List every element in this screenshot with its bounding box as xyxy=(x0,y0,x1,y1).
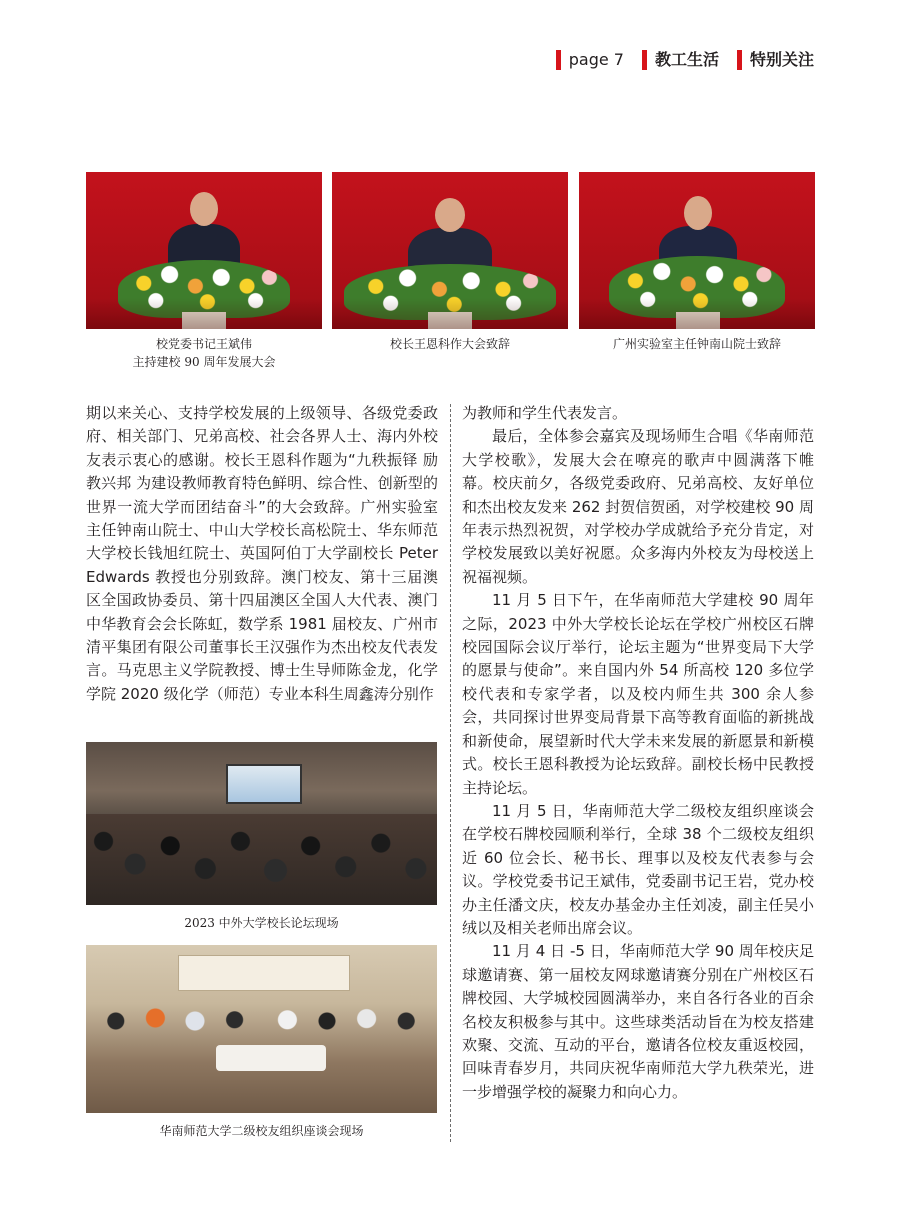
header-accent-bar xyxy=(556,50,561,70)
conference-table xyxy=(216,1045,326,1071)
photo-alumni-meeting xyxy=(86,945,437,1113)
header-accent-bar xyxy=(737,50,742,70)
section-label-2: 特别关注 xyxy=(749,50,814,69)
paragraph: 为教师和学生代表发言。 xyxy=(462,404,628,422)
right-column xyxy=(462,402,814,1104)
photo-caption xyxy=(86,914,437,932)
header-section-2[interactable] xyxy=(737,50,814,70)
photo-caption xyxy=(86,335,322,371)
page-header xyxy=(538,48,814,72)
paragraph: 11 月 5 日，华南师范大学二级校友组织座谈会在学校石牌校园顺利举行，全球 38 个二级校友组织近 60 位会长、秘书长、理事以及校友代表参与会议。学校党委书记王斌伟，党委副书记王岩，党办校办主任潘文庆，校友办基金办主任刘凌，副主任吴小绒以及相关老师出席会议。 xyxy=(462,801,814,937)
photo-forum xyxy=(86,742,437,905)
speaker-head xyxy=(435,198,465,232)
header-accent-bar xyxy=(642,50,647,70)
paragraph: 最后，全体参会嘉宾及现场师生合唱《华南师范大学校歌》，发展大会在嘹亮的歌声中圆满落下帷幕。校庆前夕，各级党委政府、兄弟高校、友好单位和杰出校友发来 262 封贺信贺函，对学校建校 90 周年表示热烈祝贺，对学校办学成就给予充分肯定，对学校发展致以美好祝愿。众多海内外校友为母校送上祝福视频。 xyxy=(462,427,814,586)
photo-party-secretary xyxy=(86,172,322,329)
flower-arrangement xyxy=(118,260,290,318)
photo-president xyxy=(332,172,568,329)
flower-arrangement xyxy=(344,264,556,320)
caption-line: 主持建校 90 周年发展大会 xyxy=(132,355,276,369)
podium xyxy=(182,312,226,329)
header-page xyxy=(556,50,624,70)
flower-arrangement xyxy=(609,256,785,318)
paragraph: 期以来关心、支持学校发展的上级领导、各级党委政府、相关部门、兄弟高校、社会各界人士、海内外校友表示衷心的感谢。校长王恩科作题为“九秩振铎 励教兴邦 为建设教师教育特色鲜明、综合性、创新型的世界一流大学而团结奋斗”的大会致辞。广州实验室主任钟南山院士、中山大学校长高松院士、华东师范大学校长钱旭红院士、英国阿伯丁大学副校长 Peter Edwards 教授也分别致辞。澳门校友、第十三届澳区全国政协委员、第十四届澳区全国人大代表、澳门中华教育会会长陈虹，数学系 1981 届校友、广州市清平集团有限公司董事长王汉强作为杰出校友代表发言。马克思主义学院教授、博士生导师陈金龙，化学学院 2020 级化学（师范）专业本科生周鑫涛分别作 xyxy=(86,404,438,703)
caption-line: 2023 中外大学校长论坛现场 xyxy=(184,916,339,930)
audience xyxy=(86,814,437,905)
photo-caption xyxy=(579,335,815,353)
podium xyxy=(428,312,472,329)
projection-screen xyxy=(226,764,302,804)
section-label-1: 教工生活 xyxy=(654,50,719,69)
photo-zhong-nanshan xyxy=(579,172,815,329)
caption-line: 校长王恩科作大会致辞 xyxy=(389,337,510,351)
wall-sign xyxy=(178,955,350,991)
photo-caption xyxy=(332,335,568,353)
caption-line: 广州实验室主任钟南山院士致辞 xyxy=(612,337,781,351)
column-divider xyxy=(450,404,451,1142)
speaker-head xyxy=(190,192,218,226)
caption-line: 校党委书记王斌伟 xyxy=(155,337,252,351)
photo-caption xyxy=(86,1122,437,1140)
caption-line: 华南师范大学二级校友组织座谈会现场 xyxy=(159,1124,364,1138)
paragraph: 11 月 4 日 -5 日，华南师范大学 90 周年校庆足球邀请赛、第一届校友网球邀请赛分别在广州校区石牌校园、大学城校园圆满举办，来自各行各业的百余名校友积极参与其中。这些球类活动旨在为校友搭建欢聚、交流、互动的平台，邀请各位校友重返校园，回味青春岁月，共同庆祝华南师范大学九秩荣光，进一步增强学校的凝聚力和向心力。 xyxy=(462,942,814,1101)
podium xyxy=(676,312,720,329)
speaker-head xyxy=(684,196,712,230)
left-column xyxy=(86,402,438,706)
header-section-1[interactable] xyxy=(642,50,719,70)
page-number: page 7 xyxy=(568,50,624,69)
paragraph: 11 月 5 日下午，在华南师范大学建校 90 周年之际，2023 中外大学校长论坛在学校广州校区石牌校园国际会议厅举行，论坛主题为“世界变局下大学的愿景与使命”。来自国内外 54 所高校 120 多位学校代表和专家学者，以及校内师生共 300 余人参会，共同探讨世界变局背景下高等教育面临的新挑战和新使命，展望新时代大学未来发展的新愿景和新模式。校长王恩科教授为论坛致辞。副校长杨中民教授主持论坛。 xyxy=(462,591,814,797)
